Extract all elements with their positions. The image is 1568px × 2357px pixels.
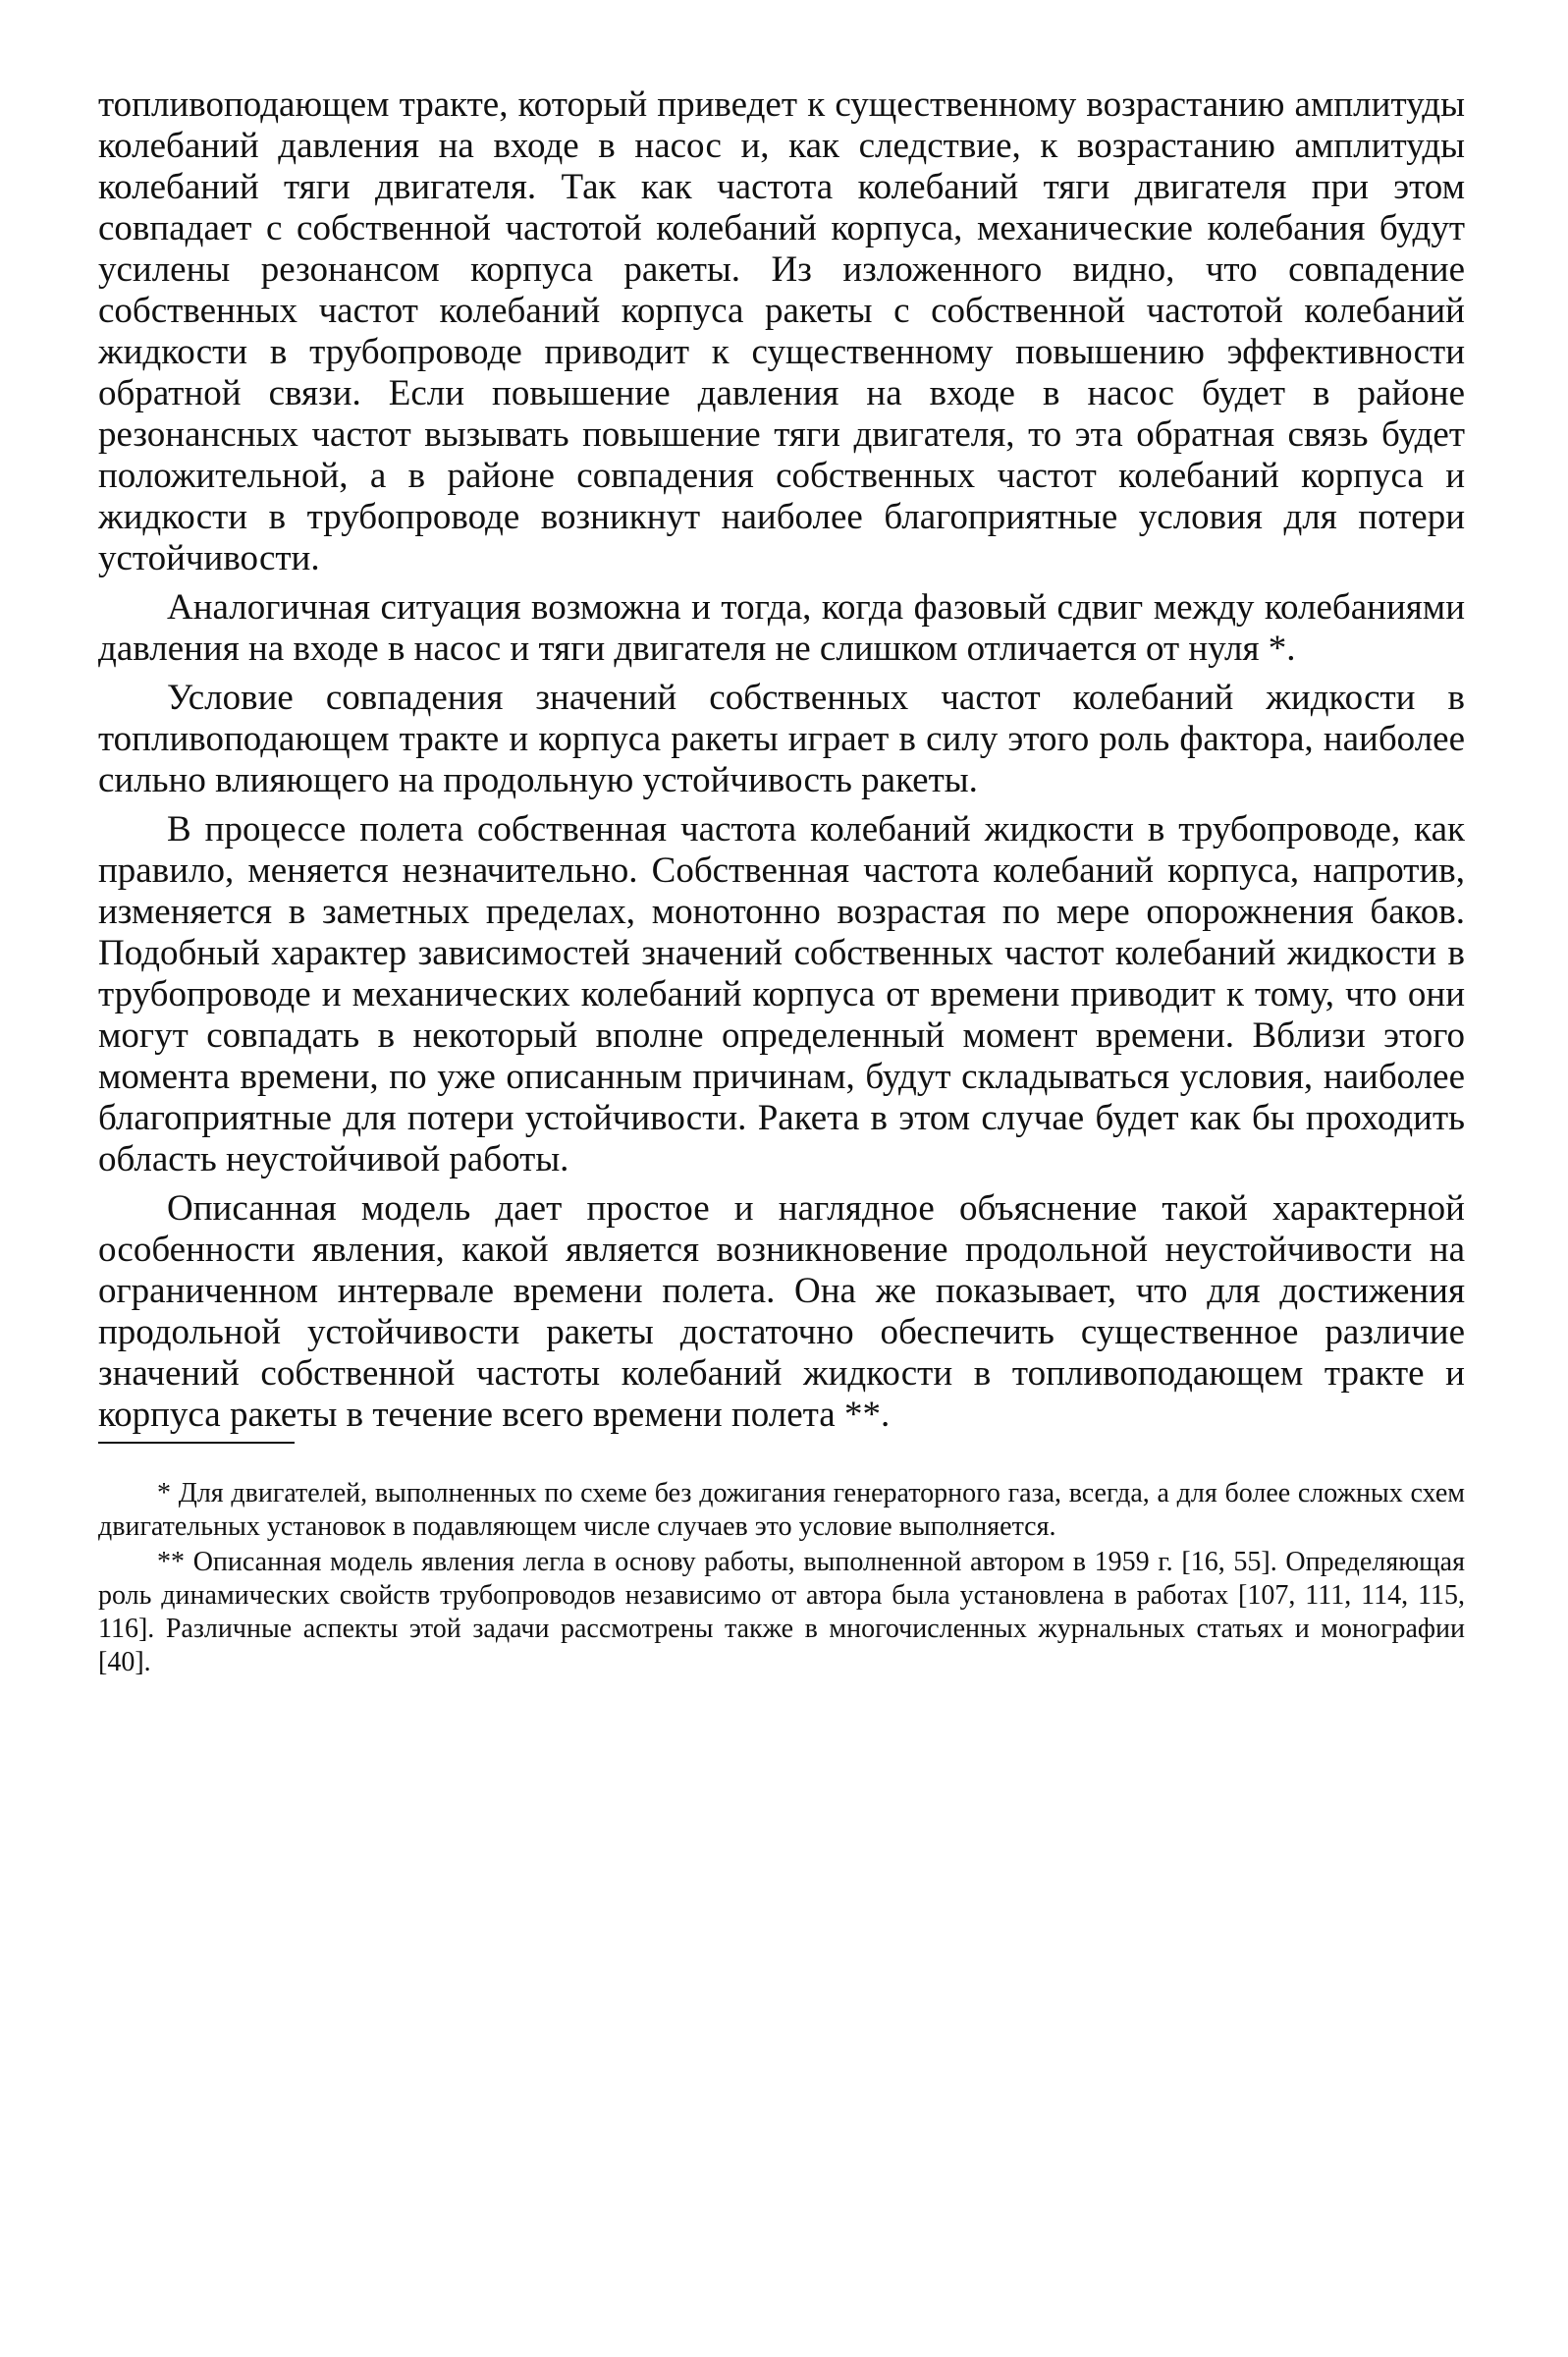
page xyxy=(98,84,1465,1679)
footnote-2: ** Описанная модель явления легла в основу работы, выполненной автором в 1959 г. [16, 55]. Определяющая роль динамических свойств трубопроводов независимо от автора была установлена в работах [107, 111, 114, 115, 116]. Различные аспекты этой задачи рассмотрены также в многочисленных журнальных статьях и монографии [40]. xyxy=(98,1547,1465,1677)
paragraph-1: топливоподающем тракте, который приведет к существенному возрастанию амплитуды колебаний давления на входе в насос и, как следствие, к возрастанию амплитуды колебаний тяги двигателя. Так как частота колебаний тяги двигателя при этом совпадает с собственной частотой колебаний корпуса, механические колебания будут усилены резонансом корпуса ракеты. Из изложенного видно, что совпадение собственных частот колебаний корпуса ракеты с собственной частотой колебаний жидкости в трубопроводе приводит к существенному повышению эффективности обратной связи. Если повышение давления на входе в насос будет в районе резонансных частот вызывать повышение тяги двигателя, то эта обратная связь будет положительной, а в районе совпадения собственных частот колебаний корпуса и жидкости в трубопроводе возникнут наиболее благоприятные условия для потери устойчивости. xyxy=(98,84,1465,578)
paragraph-4: В процессе полета собственная частота колебаний жидкости в трубопроводе, как правило, меняется незначительно. Собственная частота колебаний корпуса, напротив, изменяется в заметных пределах, монотонно возрастая по мере опорожнения баков. Подобный характер зависимостей значений собственных частот колебаний жидкости в трубопроводе и механических колебаний корпуса от времени приводит к тому, что они могут совпадать в некоторый вполне определенный момент времени. Вблизи этого момента времени, по уже описанным причинам, будут складываться условия, наиболее благоприятные для потери устойчивости. Ракета в этом случае будет как бы проходить область неустойчивой работы. xyxy=(98,809,1465,1179)
paragraph-5: Описанная модель дает простое и наглядное объяснение такой характерной особенности явления, какой является возникновение продольной неустойчивости на ограниченном интервале времени полета. Она же показывает, что для достижения продольной устойчивости ракеты достаточно обеспечить существенное различие значений собственной частоты колебаний жидкости в топливоподающем тракте и корпуса ракеты в течение всего времени полета **. xyxy=(98,1188,1465,1435)
footnote-divider xyxy=(98,1442,295,1444)
main-text xyxy=(98,84,1465,1436)
paragraph-2: Аналогичная ситуация возможна и тогда, когда фазовый сдвиг между колебаниями давления на входе в насос и тяги двигателя не слишком отличается от нуля *. xyxy=(98,587,1465,669)
footnotes xyxy=(98,1477,1465,1679)
paragraph-3: Условие совпадения значений собственных частот колебаний жидкости в топливоподающем тракте и корпуса ракеты играет в силу этого роль фактора, наиболее сильно влияющего на продольную устойчивость ракеты. xyxy=(98,678,1465,800)
footnote-1: * Для двигателей, выполненных по схеме без дожигания генераторного газа, всегда, а для более сложных схем двигательных установок в подавляющем числе случаев это условие выполняется. xyxy=(98,1478,1465,1542)
